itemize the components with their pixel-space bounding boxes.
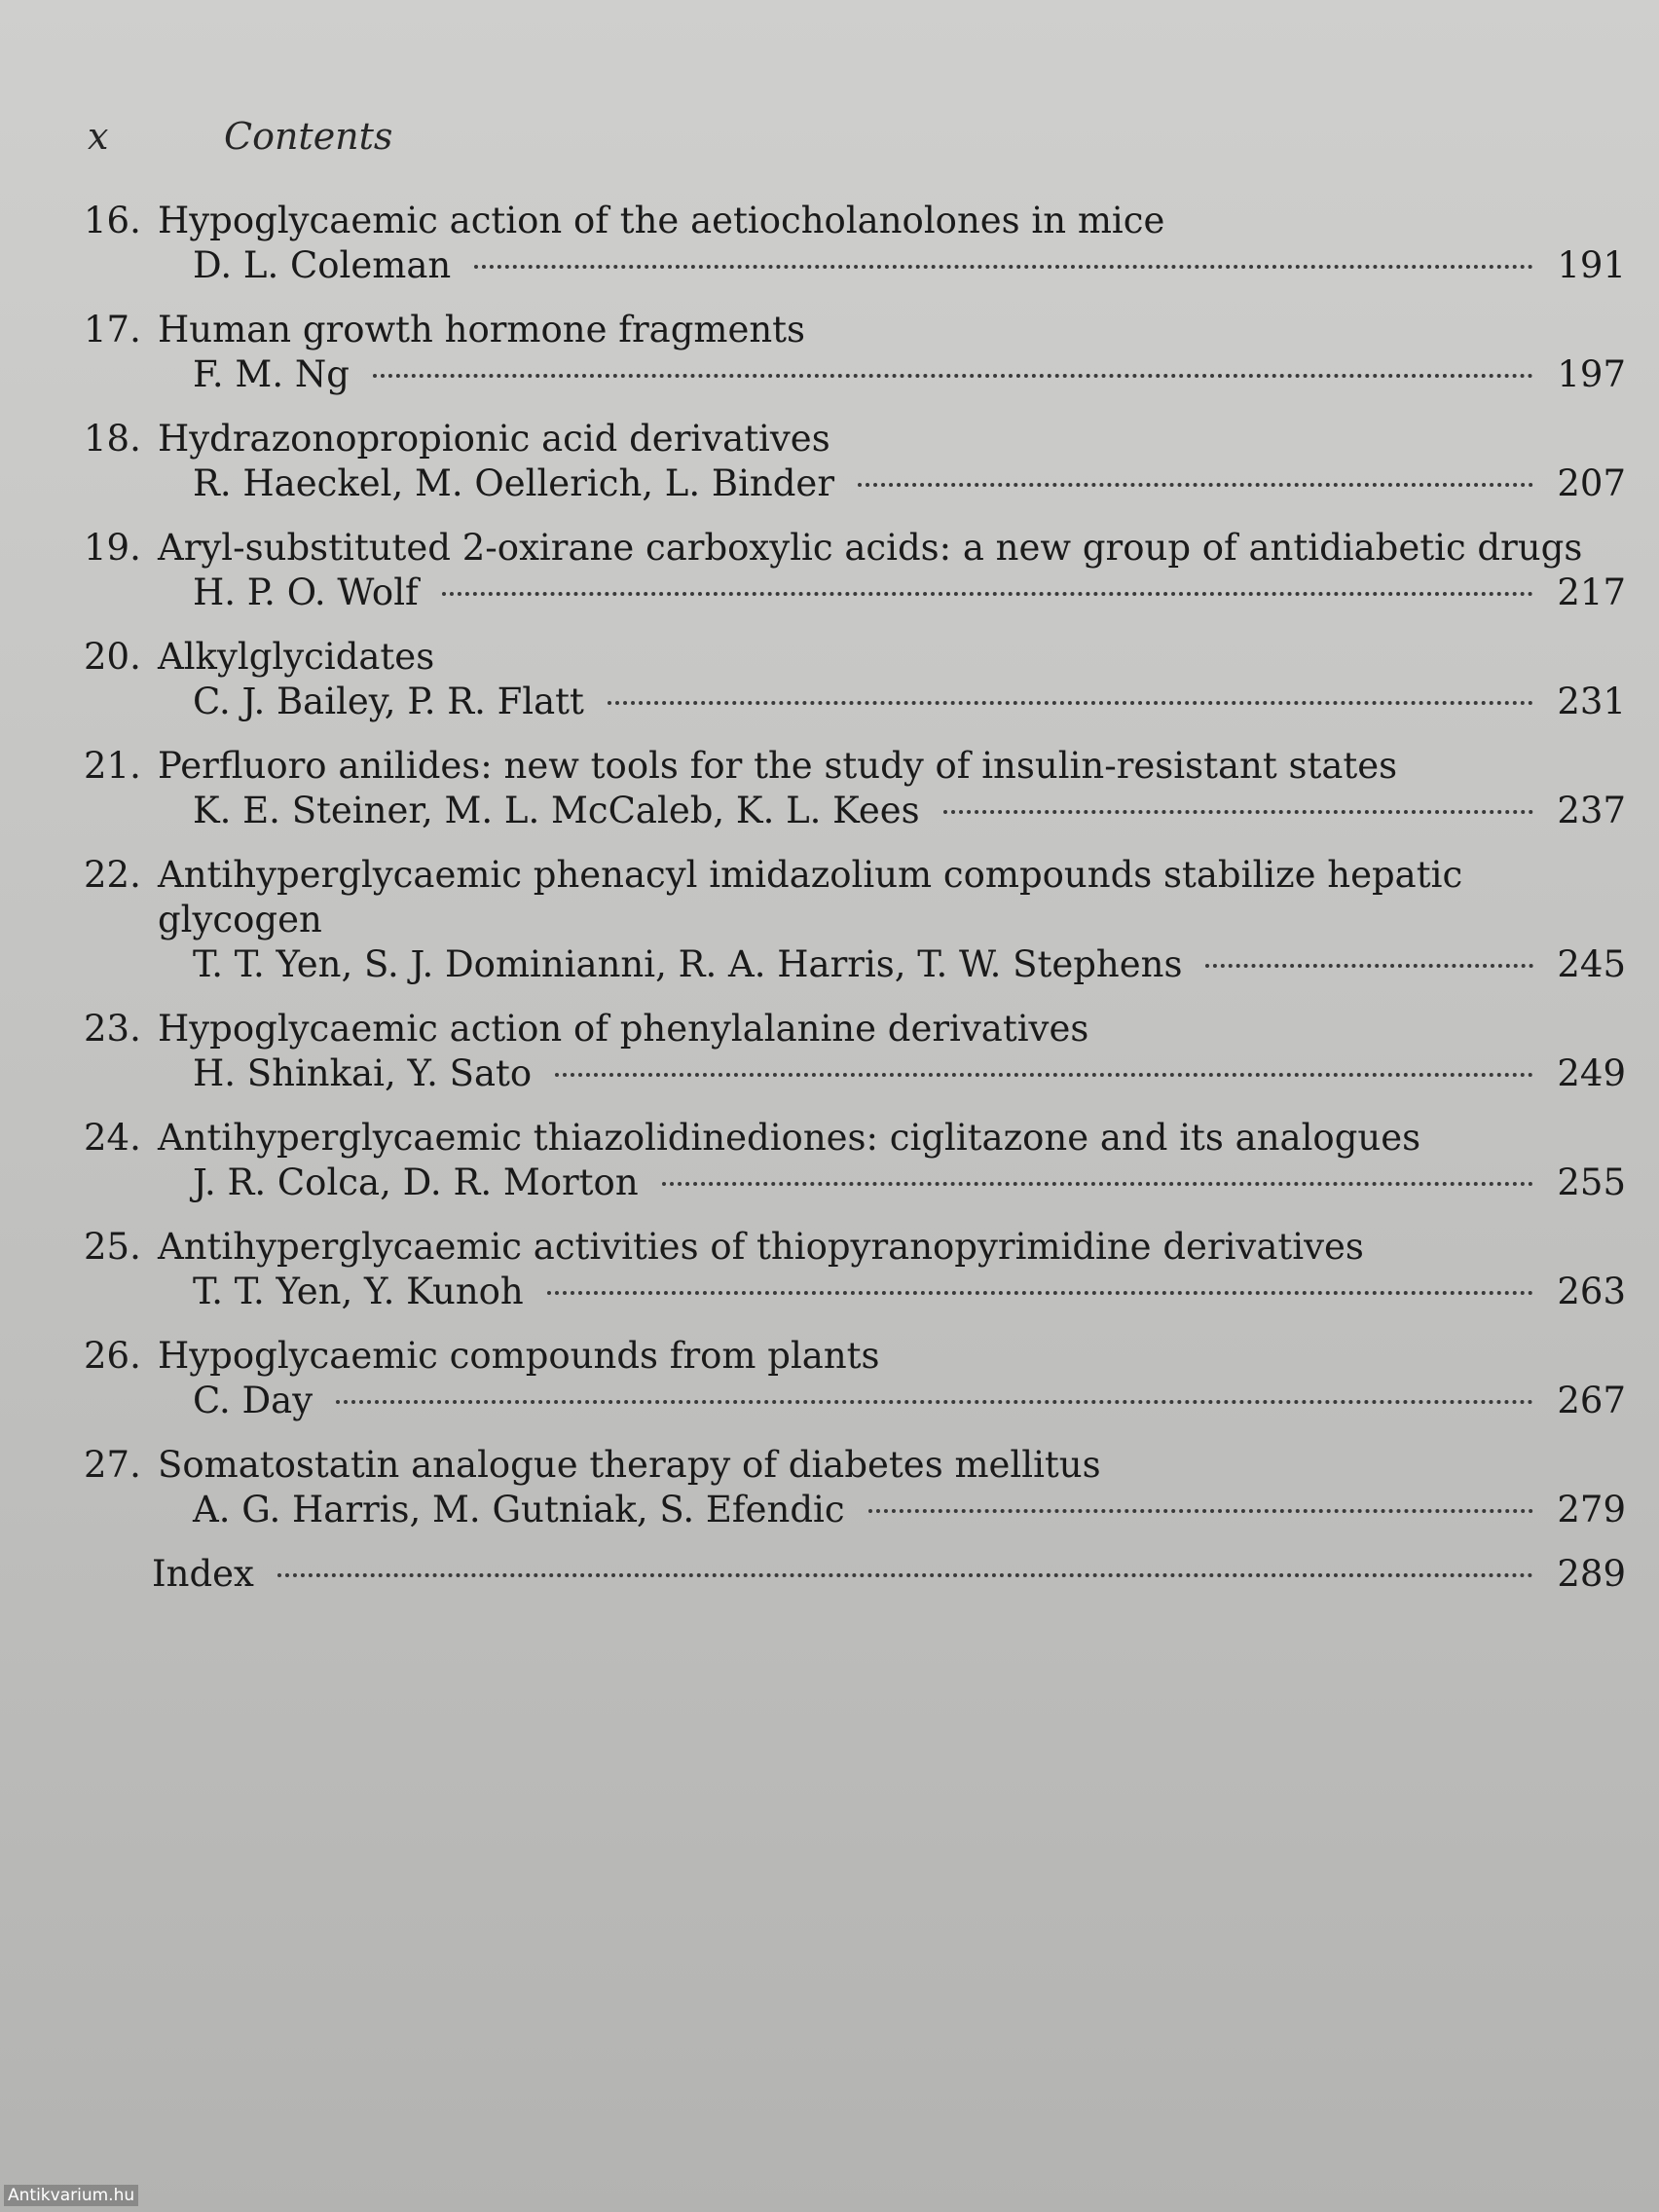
dot-leader: [943, 810, 1534, 814]
entry-number: 26.: [84, 1335, 141, 1377]
entry-page: 197: [1557, 353, 1626, 395]
toc-entry: [84, 1007, 1626, 1096]
entry-title: Hydrazonopropionic acid derivatives: [158, 418, 830, 460]
entry-number: 27.: [84, 1444, 141, 1486]
dot-leader: [868, 1509, 1534, 1513]
entry-number: 23.: [84, 1008, 141, 1050]
entry-authors: D. L. Coleman: [193, 244, 452, 286]
entry-title: Hypoglycaemic compounds from plants: [158, 1335, 880, 1377]
entry-number: 17.: [84, 309, 141, 350]
entry-number: 19.: [84, 527, 141, 569]
toc-entry: [84, 1443, 1626, 1532]
entry-authors: C. J. Bailey, P. R. Flatt: [193, 681, 584, 722]
dot-leader: [858, 483, 1533, 487]
dot-leader: [662, 1182, 1534, 1186]
page-folio: x: [88, 115, 109, 158]
entry-title: Aryl-substituted 2-oxirane carboxylic acids: a new group of antidiabetic drugs: [158, 527, 1583, 569]
entry-title: Perfluoro anilides: new tools for the study of insulin-resistant states: [158, 745, 1398, 787]
entry-authors: T. T. Yen, Y. Kunoh: [193, 1271, 524, 1312]
entry-authors: J. R. Colca, D. R. Morton: [193, 1161, 639, 1203]
entry-title: Human growth hormone fragments: [158, 309, 806, 350]
entry-number: 16.: [84, 200, 141, 241]
dot-leader: [474, 265, 1533, 269]
entry-title: Antihyperglycaemic thiazolidinediones: ciglitazone and its analogues: [158, 1117, 1421, 1159]
dot-leader: [1205, 964, 1533, 968]
entry-page: 191: [1557, 244, 1626, 286]
index-label: Index: [152, 1553, 254, 1595]
entry-number: 25.: [84, 1226, 141, 1268]
entry-page: 237: [1557, 790, 1626, 831]
entry-page: 279: [1557, 1489, 1626, 1530]
entry-page: 207: [1557, 462, 1626, 504]
entry-authors: H. Shinkai, Y. Sato: [193, 1052, 533, 1094]
entry-title: Antihyperglycaemic activities of thiopyranopyrimidine derivatives: [158, 1226, 1364, 1268]
entry-authors: A. G. Harris, M. Gutniak, S. Efendic: [193, 1489, 845, 1530]
entry-title: Somatostatin analogue therapy of diabetes mellitus: [158, 1444, 1101, 1486]
toc-entry: [84, 853, 1626, 987]
entry-number: 20.: [84, 636, 141, 678]
toc-entry: [84, 417, 1626, 506]
dot-leader: [555, 1073, 1533, 1077]
entry-authors: F. M. Ng: [193, 353, 350, 395]
entry-page: 231: [1557, 681, 1626, 722]
entry-page: 263: [1557, 1271, 1626, 1312]
entry-authors: C. Day: [193, 1380, 313, 1421]
table-of-contents: [84, 199, 1626, 1597]
entry-page: 249: [1557, 1052, 1626, 1094]
index-entry: [84, 1552, 1626, 1597]
entry-authors: T. T. Yen, S. J. Dominianni, R. A. Harris, T. W. Stephens: [193, 943, 1183, 985]
entry-authors: H. P. O. Wolf: [193, 571, 419, 613]
entry-page: 245: [1557, 943, 1626, 985]
dot-leader: [442, 592, 1534, 596]
entry-title: Alkylglycidates: [158, 636, 435, 678]
entry-page: 255: [1557, 1161, 1626, 1203]
dot-leader: [373, 374, 1533, 378]
dot-leader: [608, 701, 1533, 705]
toc-entry: [84, 199, 1626, 288]
entry-number: 21.: [84, 745, 141, 787]
dot-leader: [547, 1291, 1534, 1295]
toc-entry: [84, 1225, 1626, 1314]
toc-entry: [84, 1116, 1626, 1205]
index-page: 289: [1557, 1553, 1626, 1595]
entry-title: Hypoglycaemic action of the aetiocholanolones in mice: [158, 200, 1165, 241]
dot-leader: [336, 1400, 1533, 1404]
running-head-title: Contents: [224, 115, 393, 158]
entry-authors: K. E. Steiner, M. L. McCaleb, K. L. Kees: [193, 790, 920, 831]
entry-page: 267: [1557, 1380, 1626, 1421]
entry-page: 217: [1557, 571, 1626, 613]
entry-title: Antihyperglycaemic phenacyl imidazolium compounds stabilize hepatic glycogen: [158, 854, 1463, 940]
site-watermark: Antikvarium.hu: [4, 2185, 138, 2206]
running-head: [88, 115, 392, 158]
entry-number: 22.: [84, 854, 141, 896]
toc-entry: [84, 1334, 1626, 1423]
toc-entry: [84, 744, 1626, 833]
toc-entry: [84, 308, 1626, 397]
entry-authors: R. Haeckel, M. Oellerich, L. Binder: [193, 462, 835, 504]
toc-entry: [84, 635, 1626, 724]
dot-leader: [277, 1573, 1533, 1577]
entry-number: 24.: [84, 1117, 141, 1159]
entry-title: Hypoglycaemic action of phenylalanine derivatives: [158, 1008, 1089, 1050]
toc-entry: [84, 526, 1626, 615]
entry-number: 18.: [84, 418, 141, 460]
